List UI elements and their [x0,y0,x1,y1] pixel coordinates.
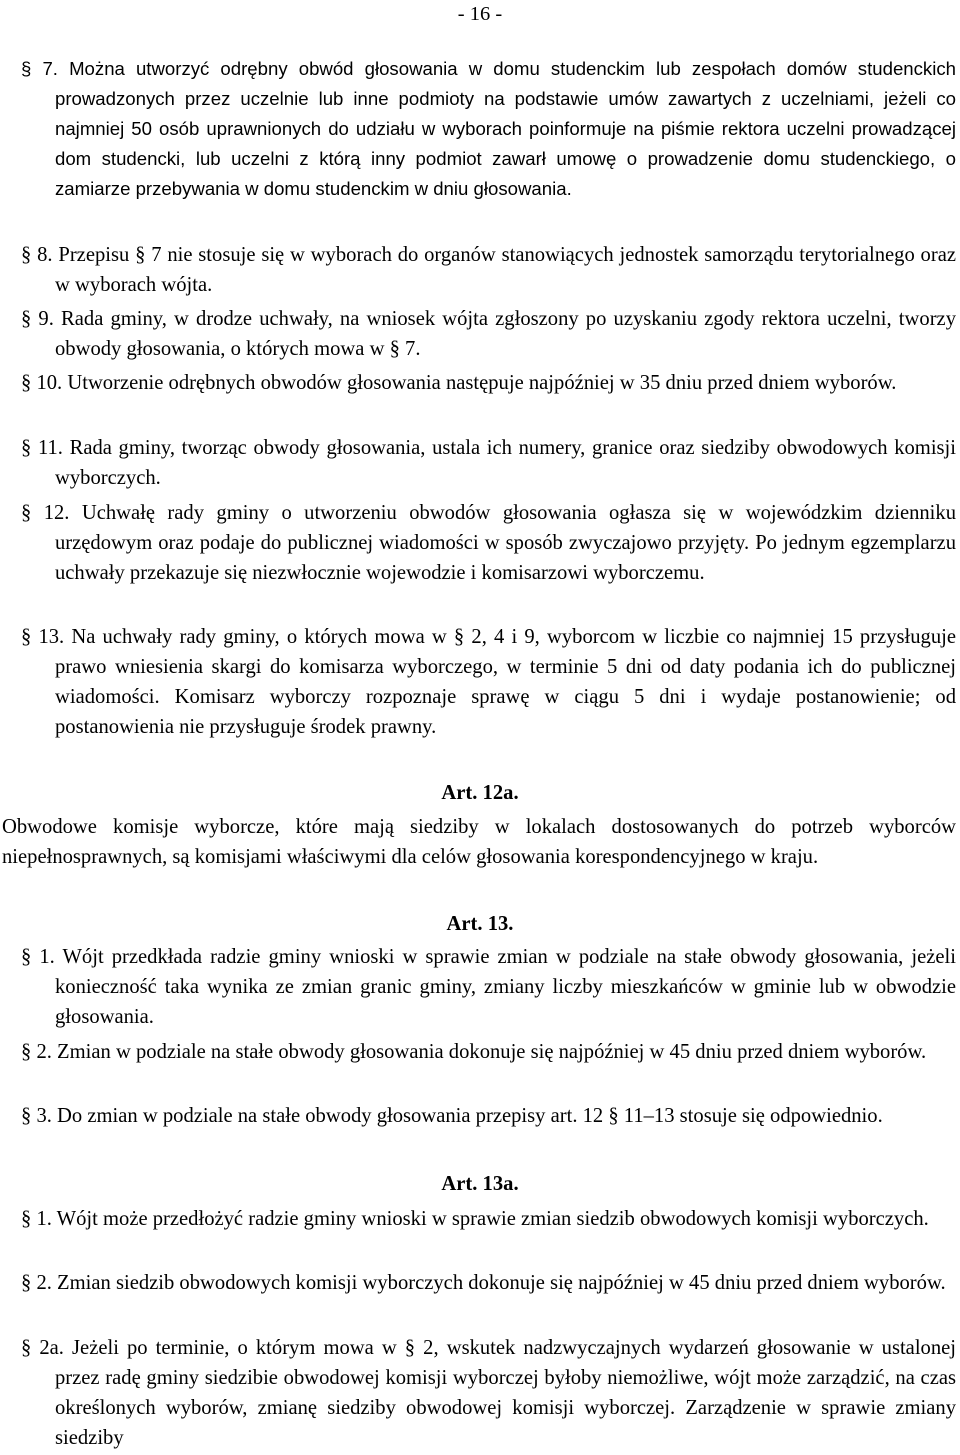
article-12a-text: Obwodowe komisje wyborcze, które mają siedziby w lokalach dostosowanych do potrzeb wyborców niepełnosprawnych, są komisjami właściwymi dla celów głosowania korespondencyjnego w kraju. [2,816,956,868]
paragraph-marker: § 1. [21,946,63,968]
paragraph-text: Do zmian w podziale na stałe obwody głosowania przepisy art. 12 § 11–13 stosuje się odpowiednio. [57,1105,883,1127]
paragraph-marker: § 10. [21,372,68,394]
page-number: - 16 - [457,3,503,25]
paragraph-text: Wójt przedkłada radzie gminy wnioski w sprawie zmian w podziale na stałe obwody głosowania, jeżeli konieczność taka wynika ze zmian granic gminy, zmiany liczby mieszkańców w gminie lub w obwodzie głosowania. [55,946,956,1028]
paragraph-text: Rada gminy, w drodze uchwały, na wniosek wójta zgłoszony po uzyskaniu zgody rektora uczelni, tworzy obwody głosowania, o których mowa w § 7. [55,308,956,360]
paragraph-text: Można utworzyć odrębny obwód głosowania w domu studenckim lub zespołach domów studenckich prowadzonych przez uczelnie lub inne podmioty na podstawie umów zawartych z uczelniami, jeżeli co najmniej 50 osób uprawnionych do udziału w wyborach poinformuje na piśmie rektora uczelni prowadzącej dom studencki, lub uczelni z którą inny podmiot zawarł umowę o prowadzenie domu studenckiego, o zamiarze przebywania w domu studenckim w dniu głosowania. [55,58,956,199]
paragraph-8 [21,240,956,300]
paragraph-text: Rada gminy, tworząc obwody głosowania, ustala ich numery, granice oraz siedziby obwodowych komisji wyborczych. [55,437,956,489]
article-13a-paragraph-2a [21,1333,957,1453]
paragraph-9 [21,304,956,364]
article-13a-paragraph-1 [21,1204,956,1234]
paragraph-marker: § 7. [21,58,70,79]
article-13-heading: Art. 13. [446,913,514,935]
paragraph-text: Na uchwały rady gminy, o których mowa w § 2, 4 i 9, wyborcom w liczbie co najmniej 15 przysługuje prawo wniesienia skargi do komisarza wyborczego, w terminie 5 dni od daty podania ich do publicznej wiadomości. Komisarz wyborczy rozpoznaje sprawę w ciągu 5 dni i wydaje postanowienie; od postanowienia nie przysługuje środek prawny. [55,626,956,738]
paragraph-text: Jeżeli po terminie, o którym mowa w § 2, wskutek nadzwyczajnych wydarzeń głosowanie w ustalonej przez radę gminy siedzibie obwodowej komisji wyborczej byłoby niemożliwe, wójt może zarządzić, na czas określonych wyborów, zmianę siedziby obwodowej komisji wyborczej. Zarządzenie w sprawie zmiany siedziby [55,1337,957,1449]
paragraph-marker: § 8. [21,244,59,266]
paragraph-text: Zmian siedzib obwodowych komisji wyborczych dokonuje się najpóźniej w 45 dniu przed dniem wyborów. [57,1272,946,1294]
paragraph-marker: § 2. [21,1272,58,1294]
paragraph-text: Uchwałę rady gminy o utworzeniu obwodów głosowania ogłasza się w wojewódzkim dzienniku urzędowym oraz podaje do publicznej wiadomości w sposób zwyczajowo przyjęty. Po jednym egzemplarzu uchwały przekazuje się niezwłocznie wojewodzie i komisarzowi wyborczemu. [55,502,956,584]
paragraph-text: Utworzenie odrębnych obwodów głosowania następuje najpóźniej w 35 dniu przed dniem wyborów. [67,372,897,394]
article-12a-heading: Art. 12a. [441,782,519,804]
paragraph-marker: § 13. [21,626,72,648]
paragraph-text: Przepisu § 7 nie stosuje się w wyborach do organów stanowiących jednostek samorządu terytorialnego oraz w wyborach wójta. [55,244,956,296]
article-13a-paragraph-2 [21,1268,956,1298]
paragraph-10 [21,368,956,398]
paragraph-11 [21,433,956,493]
paragraph-marker: § 9. [21,308,62,330]
paragraph-marker: § 12. [21,502,82,524]
paragraph-marker: § 1. [21,1208,57,1230]
paragraph-marker: § 3. [21,1105,58,1127]
paragraph-marker: § 2a. [21,1337,73,1359]
paragraph-13 [21,622,956,742]
paragraph-marker: § 11. [21,437,70,459]
paragraph-marker: § 2. [21,1041,58,1063]
paragraph-12 [21,498,956,588]
article-13-paragraph-2 [21,1037,956,1067]
article-13a-heading: Art. 13a. [441,1173,519,1195]
paragraph-text: Wójt może przedłożyć radzie gminy wnioski w sprawie zmian siedzib obwodowych komisji wyborczych. [56,1208,929,1230]
article-13-paragraph-1 [21,942,956,1032]
paragraph-text: Zmian w podziale na stałe obwody głosowania dokonuje się najpóźniej w 45 dniu przed dniem wyborów. [57,1041,927,1063]
article-13-paragraph-3 [21,1101,956,1131]
paragraph-7 [21,54,956,204]
